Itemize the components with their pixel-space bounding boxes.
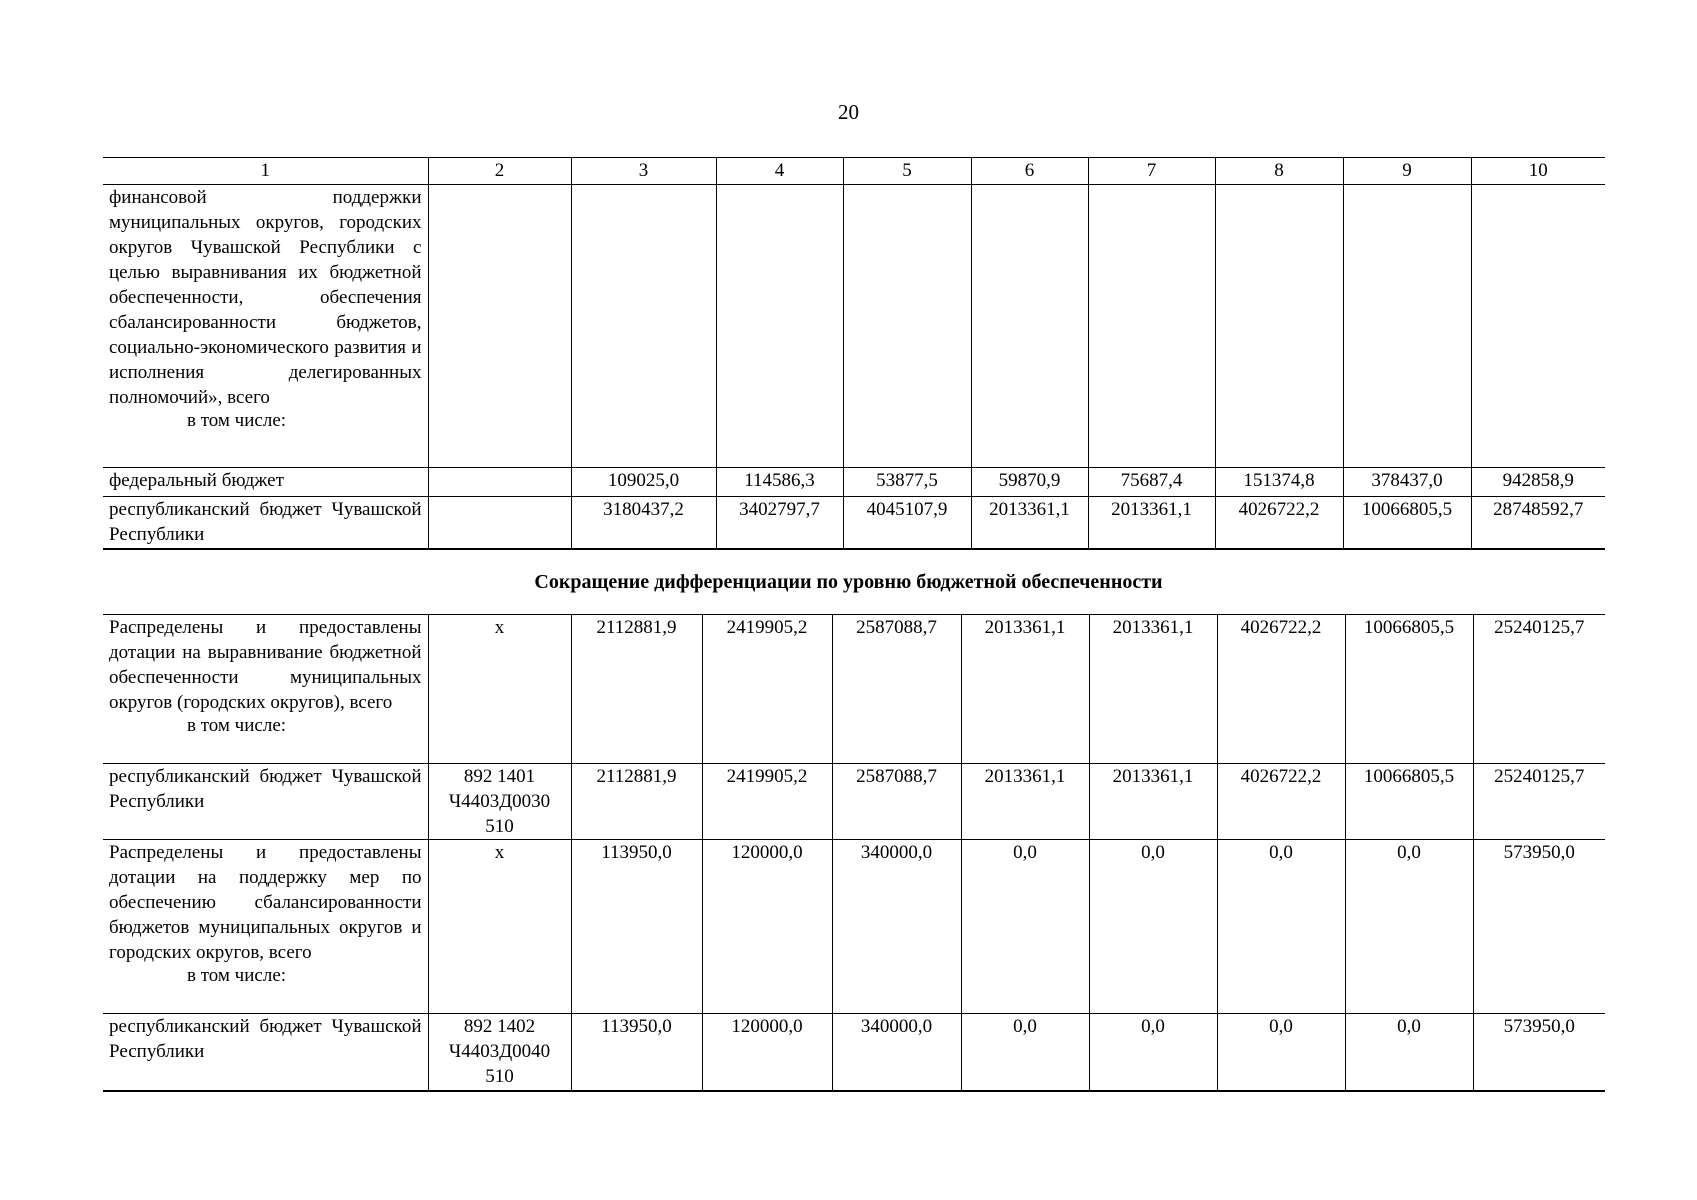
value-cell: 942858,9 (1471, 468, 1605, 497)
value-cell: 0,0 (961, 840, 1089, 1014)
row-description-cell (103, 185, 428, 468)
row-description-cell (103, 615, 428, 764)
table-row (103, 840, 1605, 1014)
value-cell: 0,0 (1345, 1014, 1473, 1091)
value-cell: 0,0 (1217, 1014, 1345, 1091)
page-number: 20 (838, 100, 859, 124)
value-cell: 2587088,7 (832, 615, 961, 764)
value-cell: 2013361,1 (1088, 497, 1215, 549)
row-subtitle: в том числе: (187, 965, 287, 986)
column-header: 2 (428, 158, 571, 185)
value-cell: 0,0 (961, 1014, 1089, 1091)
value-cell: 573950,0 (1473, 1014, 1605, 1091)
value-cell: 4026722,2 (1217, 615, 1345, 764)
value-cell (843, 185, 971, 468)
table-row (103, 185, 1605, 468)
value-cell: 2013361,1 (1089, 764, 1217, 840)
value-cell: 10066805,5 (1345, 764, 1473, 840)
value-cell: 2013361,1 (1089, 615, 1217, 764)
budget-code-cell: x (428, 840, 571, 1014)
row-description: республиканский бюджет Чувашской Республики (109, 766, 422, 812)
budget-code-cell: x (428, 615, 571, 764)
value-cell: 0,0 (1345, 840, 1473, 1014)
column-header: 7 (1088, 158, 1215, 185)
value-cell: 378437,0 (1343, 468, 1471, 497)
row-description: республиканский бюджет Чувашской Республики (109, 1016, 422, 1062)
column-header: 10 (1471, 158, 1605, 185)
value-cell: 573950,0 (1473, 840, 1605, 1014)
value-cell: 340000,0 (832, 840, 961, 1014)
table-row (103, 615, 1605, 764)
table-row (103, 1014, 1605, 1091)
row-subtitle: в том числе: (187, 715, 287, 736)
value-cell (571, 185, 716, 468)
column-header: 9 (1343, 158, 1471, 185)
value-cell: 0,0 (1217, 840, 1345, 1014)
value-cell: 2419905,2 (702, 764, 832, 840)
value-cell: 0,0 (1089, 1014, 1217, 1091)
column-header: 8 (1215, 158, 1343, 185)
value-cell (1343, 185, 1471, 468)
value-cell: 3180437,2 (571, 497, 716, 549)
value-cell (716, 185, 843, 468)
column-number-header (103, 158, 1605, 185)
row-description: республиканский бюджет Чувашской Республики (109, 499, 422, 545)
column-header: 4 (716, 158, 843, 185)
value-cell: 2013361,1 (961, 615, 1089, 764)
value-cell: 25240125,7 (1473, 615, 1605, 764)
value-cell (1215, 185, 1343, 468)
row-description-cell (103, 497, 428, 549)
value-cell: 120000,0 (702, 840, 832, 1014)
column-header: 3 (571, 158, 716, 185)
value-cell: 75687,4 (1088, 468, 1215, 497)
value-cell (1471, 185, 1605, 468)
value-cell: 340000,0 (832, 1014, 961, 1091)
value-cell: 59870,9 (971, 468, 1088, 497)
budget-table-top (103, 157, 1605, 550)
value-cell: 25240125,7 (1473, 764, 1605, 840)
value-cell: 28748592,7 (1471, 497, 1605, 549)
value-cell: 2112881,9 (571, 764, 702, 840)
row-description: Распределены и предоставлены дотации на выравнивание бюджетной обеспеченности муниципальных округов (городских округов), всего (109, 617, 422, 713)
row-description-cell (103, 468, 428, 497)
budget-code-cell (428, 497, 571, 549)
row-subtitle: в том числе: (187, 410, 287, 431)
row-description: Распределены и предоставлены дотации на поддержку мер по обеспечению сбалансированности бюджетов муниципальных округов и городских округов, всего (109, 842, 422, 963)
value-cell: 53877,5 (843, 468, 971, 497)
value-cell (1088, 185, 1215, 468)
value-cell: 2587088,7 (832, 764, 961, 840)
section-title: Сокращение дифференциации по уровню бюджетной обеспеченности (534, 571, 1163, 593)
value-cell: 4026722,2 (1217, 764, 1345, 840)
column-header: 1 (103, 158, 428, 185)
row-description-cell (103, 1014, 428, 1091)
table-row (103, 497, 1605, 549)
value-cell: 2419905,2 (702, 615, 832, 764)
table-row (103, 764, 1605, 840)
value-cell: 114586,3 (716, 468, 843, 497)
column-header: 6 (971, 158, 1088, 185)
budget-code-cell: 892 1401 Ч4403Д0030 510 (428, 764, 571, 840)
value-cell: 4045107,9 (843, 497, 971, 549)
table-row (103, 468, 1605, 497)
row-description: федеральный бюджет (109, 470, 284, 491)
value-cell: 113950,0 (571, 1014, 702, 1091)
value-cell: 113950,0 (571, 840, 702, 1014)
value-cell: 120000,0 (702, 1014, 832, 1091)
value-cell: 0,0 (1089, 840, 1217, 1014)
value-cell: 2112881,9 (571, 615, 702, 764)
value-cell (971, 185, 1088, 468)
column-header: 5 (843, 158, 971, 185)
value-cell: 3402797,7 (716, 497, 843, 549)
value-cell: 4026722,2 (1215, 497, 1343, 549)
row-description: финансовой поддержки муниципальных округов, городских округов Чувашской Республики с целью выравнивания их бюджетной обеспеченности, обеспечения сбалансированности бюджетов, социально-экономического развития и исполнения делегированных полномочий», всего (109, 187, 422, 408)
value-cell: 10066805,5 (1345, 615, 1473, 764)
value-cell: 109025,0 (571, 468, 716, 497)
value-cell: 2013361,1 (971, 497, 1088, 549)
row-description-cell (103, 764, 428, 840)
value-cell: 151374,8 (1215, 468, 1343, 497)
budget-table-bottom (103, 614, 1605, 1092)
value-cell: 10066805,5 (1343, 497, 1471, 549)
budget-code-cell: 892 1402 Ч4403Д0040 510 (428, 1014, 571, 1091)
value-cell: 2013361,1 (961, 764, 1089, 840)
budget-code-cell (428, 185, 571, 468)
row-description-cell (103, 840, 428, 1014)
budget-code-cell (428, 468, 571, 497)
